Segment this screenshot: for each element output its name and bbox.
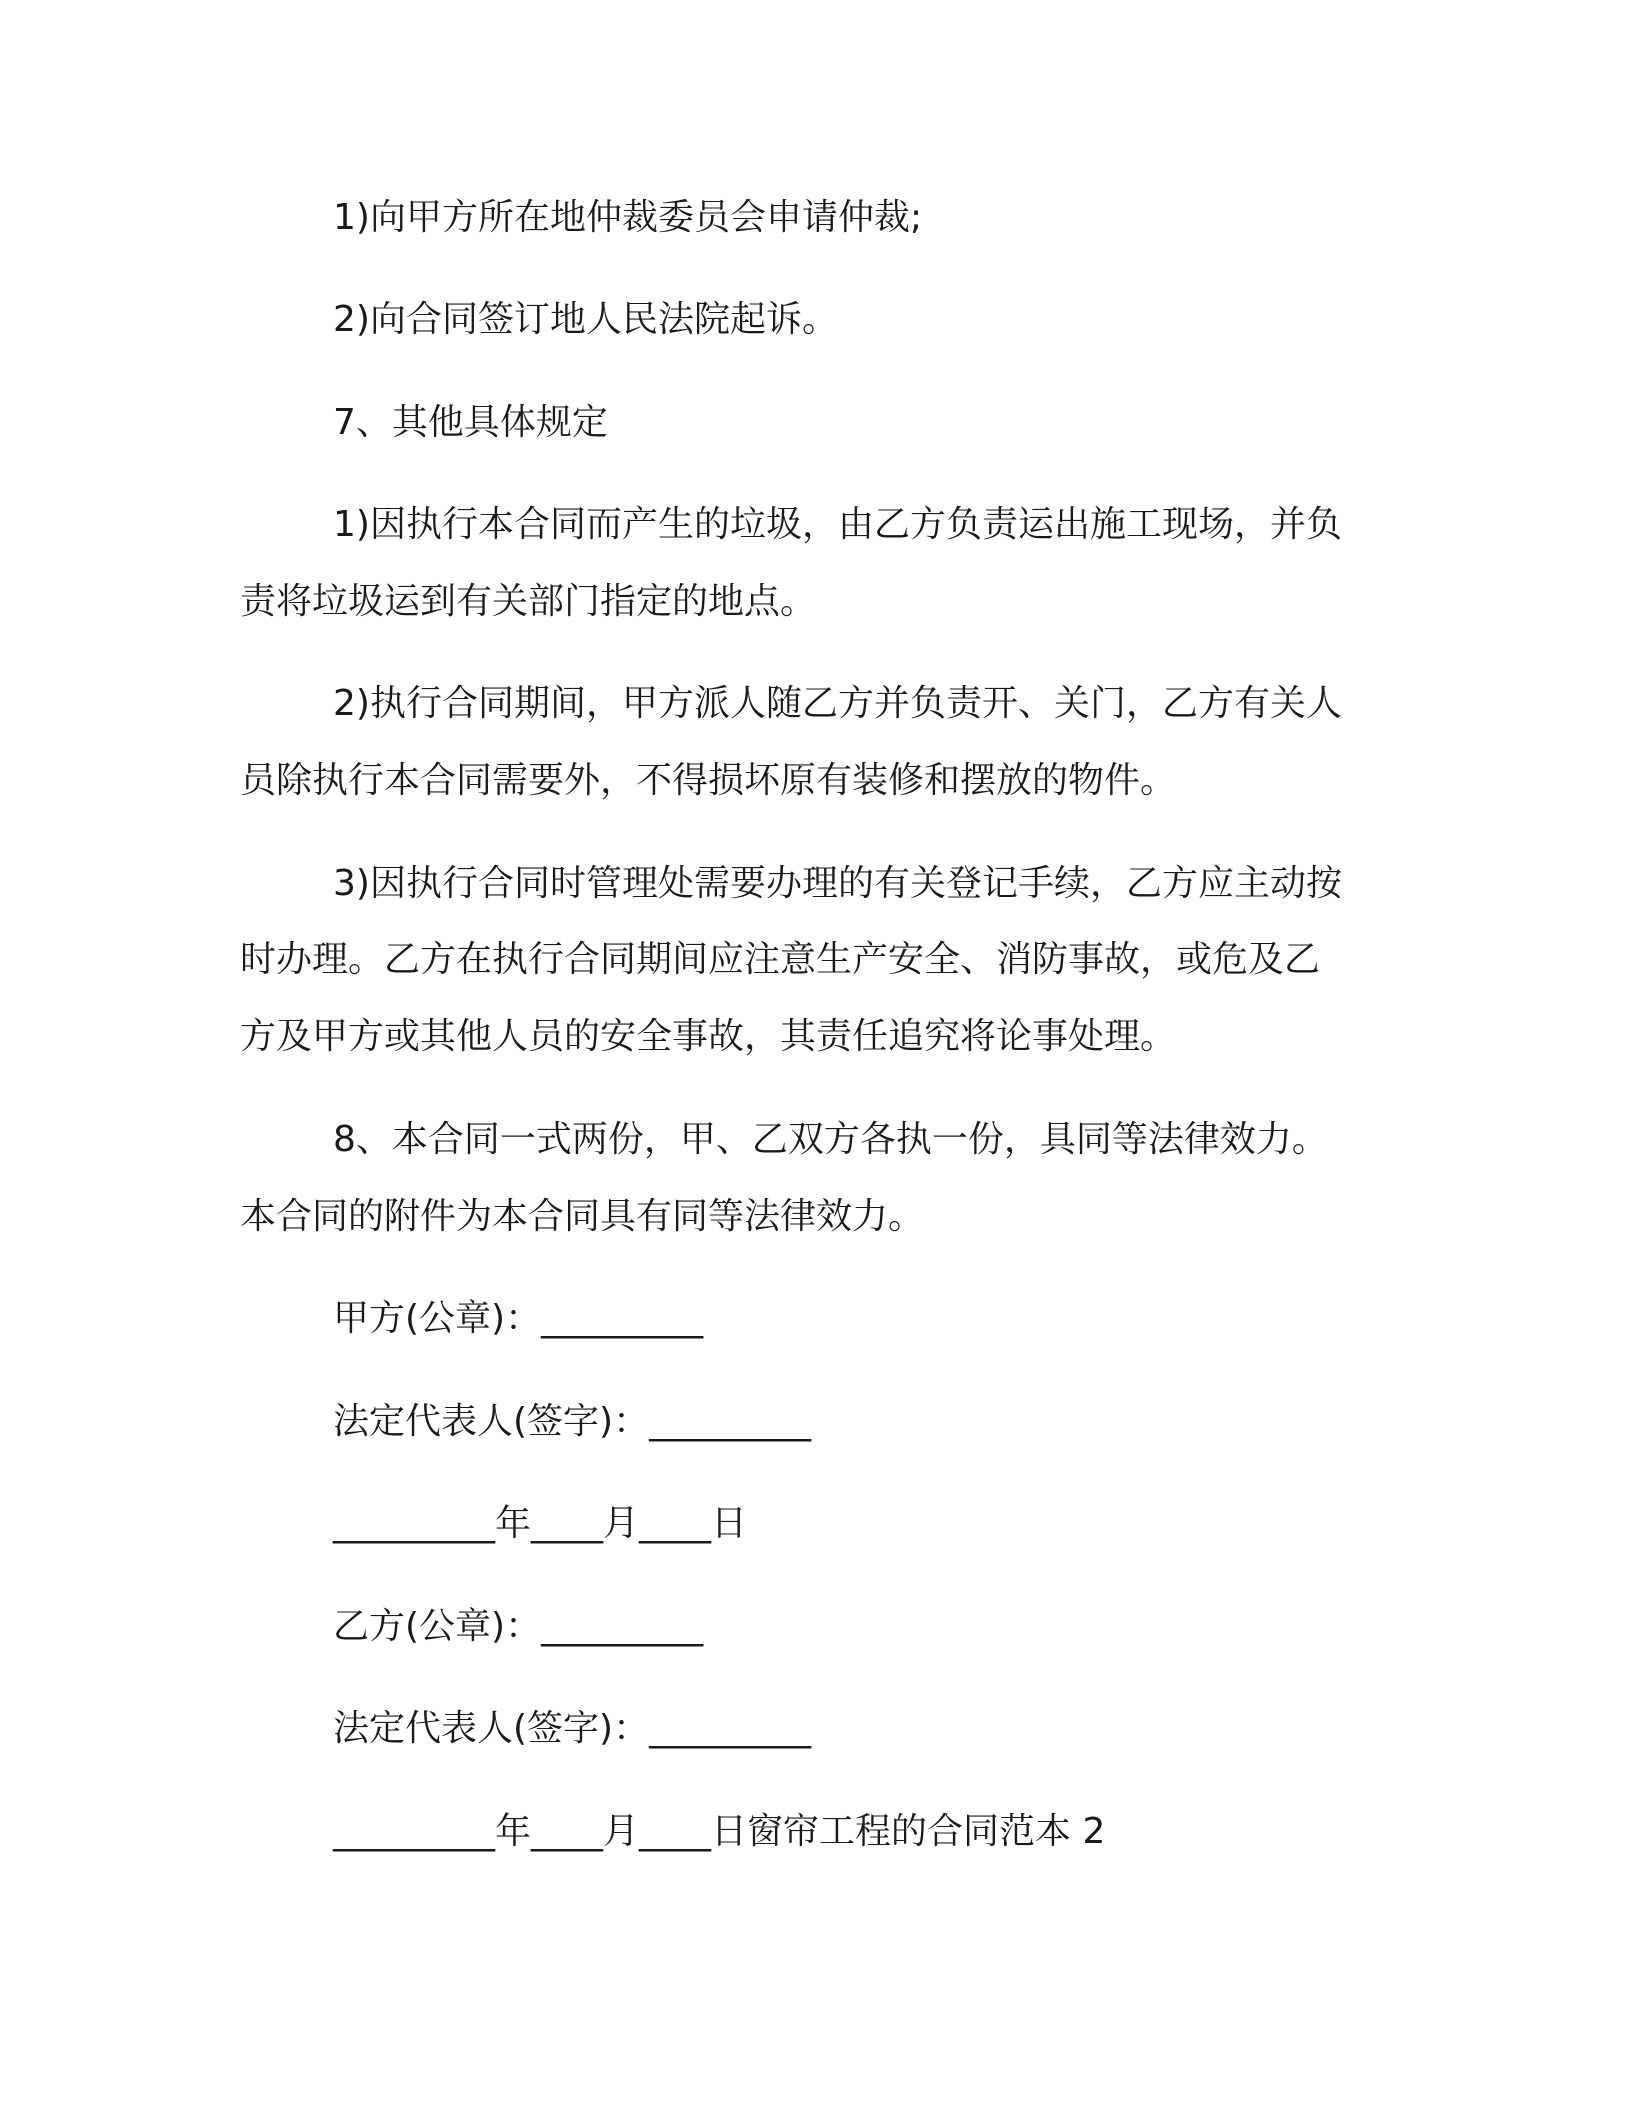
party-a-representative: 法定代表人(签字)：_________ [333, 1401, 812, 1442]
clause-8-line-1: 8、本合同一式两份，甲、乙双方各执一份，具同等法律效力。 [333, 1119, 1328, 1160]
clause-7-item-3-line-3: 方及甲方或其他人员的安全事故，其责任追究将论事处理。 [240, 1016, 1177, 1057]
clause-6-item-1: 1)向甲方所在地仲裁委员会申请仲裁; [333, 197, 923, 238]
clause-7-item-3-line-1: 3)因执行合同时管理处需要办理的有关登记手续，乙方应主动按 [333, 863, 1342, 904]
clause-8-line-2: 本合同的附件为本合同具有同等法律效力。 [240, 1196, 925, 1237]
clause-7-item-2-line-1: 2)执行合同期间，甲方派人随乙方并负责开、关门，乙方有关人 [333, 683, 1342, 724]
clause-7-heading: 7、其他具体规定 [333, 402, 608, 443]
party-b-date-and-next-title: _________年____月____日窗帘工程的合同范本 2 [333, 1811, 1106, 1852]
party-a-date: _________年____月____日 [333, 1503, 747, 1544]
party-a-seal: 甲方(公章)：_________ [333, 1298, 704, 1339]
clause-7-item-3-line-2: 时办理。乙方在执行合同期间应注意生产安全、消防事故，或危及乙 [240, 939, 1321, 980]
clause-7-item-1-line-2: 责将垃圾运到有关部门指定的地点。 [240, 581, 817, 622]
party-b-seal: 乙方(公章)：_________ [333, 1606, 704, 1647]
clause-7-item-1-line-1: 1)因执行本合同而产生的垃圾，由乙方负责运出施工现场，并负 [333, 504, 1342, 545]
clause-6-item-2: 2)向合同签订地人民法院起诉。 [333, 299, 838, 340]
party-b-representative: 法定代表人(签字)：_________ [333, 1708, 812, 1749]
clause-7-item-2-line-2: 员除执行本合同需要外，不得损坏原有装修和摆放的物件。 [240, 760, 1177, 801]
